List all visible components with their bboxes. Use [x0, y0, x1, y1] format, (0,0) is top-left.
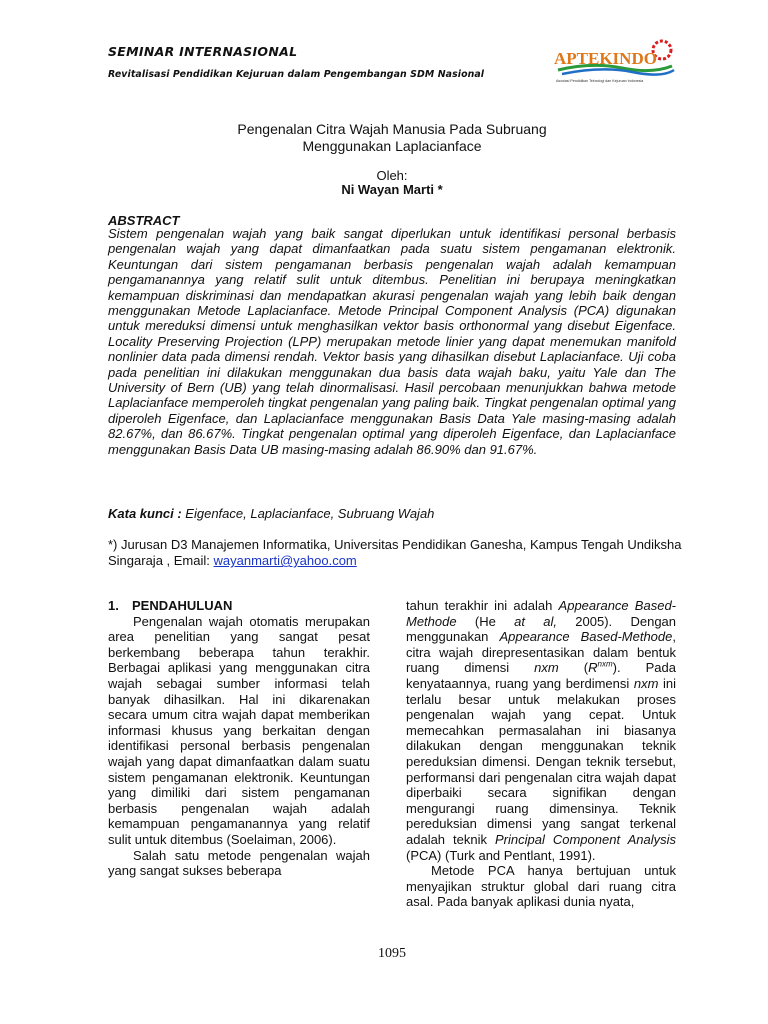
affiliation — [108, 537, 683, 569]
keywords-label: Kata kunci : — [108, 506, 182, 521]
aptekindo-logo — [552, 36, 678, 84]
abstract-body: Sistem pengenalan wajah yang baik sangat diperlukan untuk identifikasi personal berbasis pengenalan wajah yang dapat dimanfaatkan pada suatu sistem pengamanan elektronik. Keuntungan dari sistem pengamanan berbasis pengenalan wajah adalah kemampuan pengamanannya yang relatif sulit untuk ditembus. Penelitian ini berupaya meningkatkan kemampuan diskriminasi dan mendapatkan akurasi pengenalan wajah yang lebih baik dengan menggunakan Metode Laplacianface. Metode Principal Component Analysis (PCA) digunakan untuk mereduksi dimensi untuk menghasilkan vektor basis orthonormal yang disebut Eigenface. Locality Preserving Projection (LPP) merupakan metode linier yang dapat menemukan manifold nonlinier data pada dimensi rendah. Vektor basis yang dihasilkan disebut Laplacianface. Uji coba pada penelitian ini dilakukan menggunakan dua basis data wajah baku, yaitu Yale dan The University of Bern (UB) yang telah dinormalisasi. Hasil percobaan menunjukkan bahwa metode Laplacianface memperoleh tingkat pengenalan yang paling baik. Tingkat pengenalan optimal yang diperoleh Eigenface, dan Laplacianface menggunakan Basis Data Yale masing-masing adalah 82.67%, dan 86.67%. Tingkat pengenalan optimal yang diperoleh Eigenface, dan Laplacianface menggunakan Basis Data UB masing-masing adalah 86.90% dan 91.67%. — [108, 226, 676, 457]
keywords-text: Eigenface, Laplacianface, Subruang Wajah — [181, 506, 435, 521]
paper-title — [108, 121, 676, 155]
paragraph: Salah satu metode pengenalan wajah yang sangat sukses beberapa — [108, 847, 370, 879]
email-link[interactable]: wayanmarti@yahoo.com — [213, 553, 357, 568]
column-left — [108, 598, 370, 879]
page-number: 1095 — [378, 946, 406, 961]
logo-tagline: Asosiasi Pendidikan Teknologi dan Kejuruan Indonesia — [556, 79, 644, 83]
paragraph: Metode PCA hanya bertujuan untuk menyajikan struktur global dari ruang citra asal. Pada banyak aplikasi dunia nyata, — [406, 863, 676, 910]
paragraph: Pengenalan wajah otomatis merupakan area penelitian yang sangat pesat berkembang beberapa tahun terakhir. Berbagai aplikasi yang menggunakan citra wajah sebagai sumber informasi telah banyak dihasilkan. Hal ini dikarenakan secara umum citra wajah dapat memberikan informasi khusus yang berkaitan dengan identifikasi personal berbasis pengenalan wajah yang dapat dimanfaatkan dalam suatu sistem pengamanan elektronik. Keuntungan yang dimiliki dari sistem pengamanan berbasis pengenalan wajah adalah kemampuan pengamanannya yang relatif sulit untuk ditembus (Soelaiman, 2006). — [108, 613, 370, 847]
logo-icon — [552, 36, 678, 84]
seminar-subtitle: Revitalisasi Pendidikan Kejuruan dalam Pengembangan SDM Nasional — [108, 69, 485, 80]
affiliation-text: *) Jurusan D3 Manajemen Informatika, Universitas Pendidikan Ganesha, Kampus Tengah Undiksha Singaraja , Email: — [108, 537, 682, 568]
title-line-1: Pengenalan Citra Wajah Manusia Pada Subruang — [237, 121, 547, 137]
title-line-2: Menggunakan Laplacianface — [302, 138, 482, 154]
oleh-label: Oleh: — [376, 168, 408, 183]
keywords — [108, 506, 434, 521]
logo-wordmark: APTEKINDO — [554, 49, 657, 68]
paragraph: tahun terakhir ini adalah Appearance Based-Methode (He at al, 2005). Dengan menggunakan Appearance Based-Methode, citra wajah direpresentasikan dalam bentuk ruang dimensi nxm $(R^{nxm})$. Pada kenyataannya, ruang yang berdimensi nxm ini terlalu besar untuk melakukan proses pengenalan wajah yang cepat. Untuk memecahkan permasalahan ini biasanya dilakukan dengan menggunakan teknik pereduksian dimensi. Dengan teknik tersebut, performansi dari pengenalan citra wajah dapat diperbaiki secara signifikan dengan mengurangi ruang dimensinya. Teknik pereduksian dimensi yang sangat terkenal adalah teknik Principal Component Analysis (PCA) (Turk and Pentlant, 1991). — [406, 598, 677, 863]
section-title: PENDAHULUAN — [132, 598, 233, 613]
section-number: 1. — [108, 598, 119, 613]
section-heading — [108, 598, 370, 614]
column-right — [406, 598, 676, 910]
author-name: Ni Wayan Marti * — [341, 182, 443, 197]
abstract-heading: ABSTRACT — [108, 213, 180, 228]
seminar-title: SEMINAR INTERNASIONAL — [108, 44, 298, 59]
